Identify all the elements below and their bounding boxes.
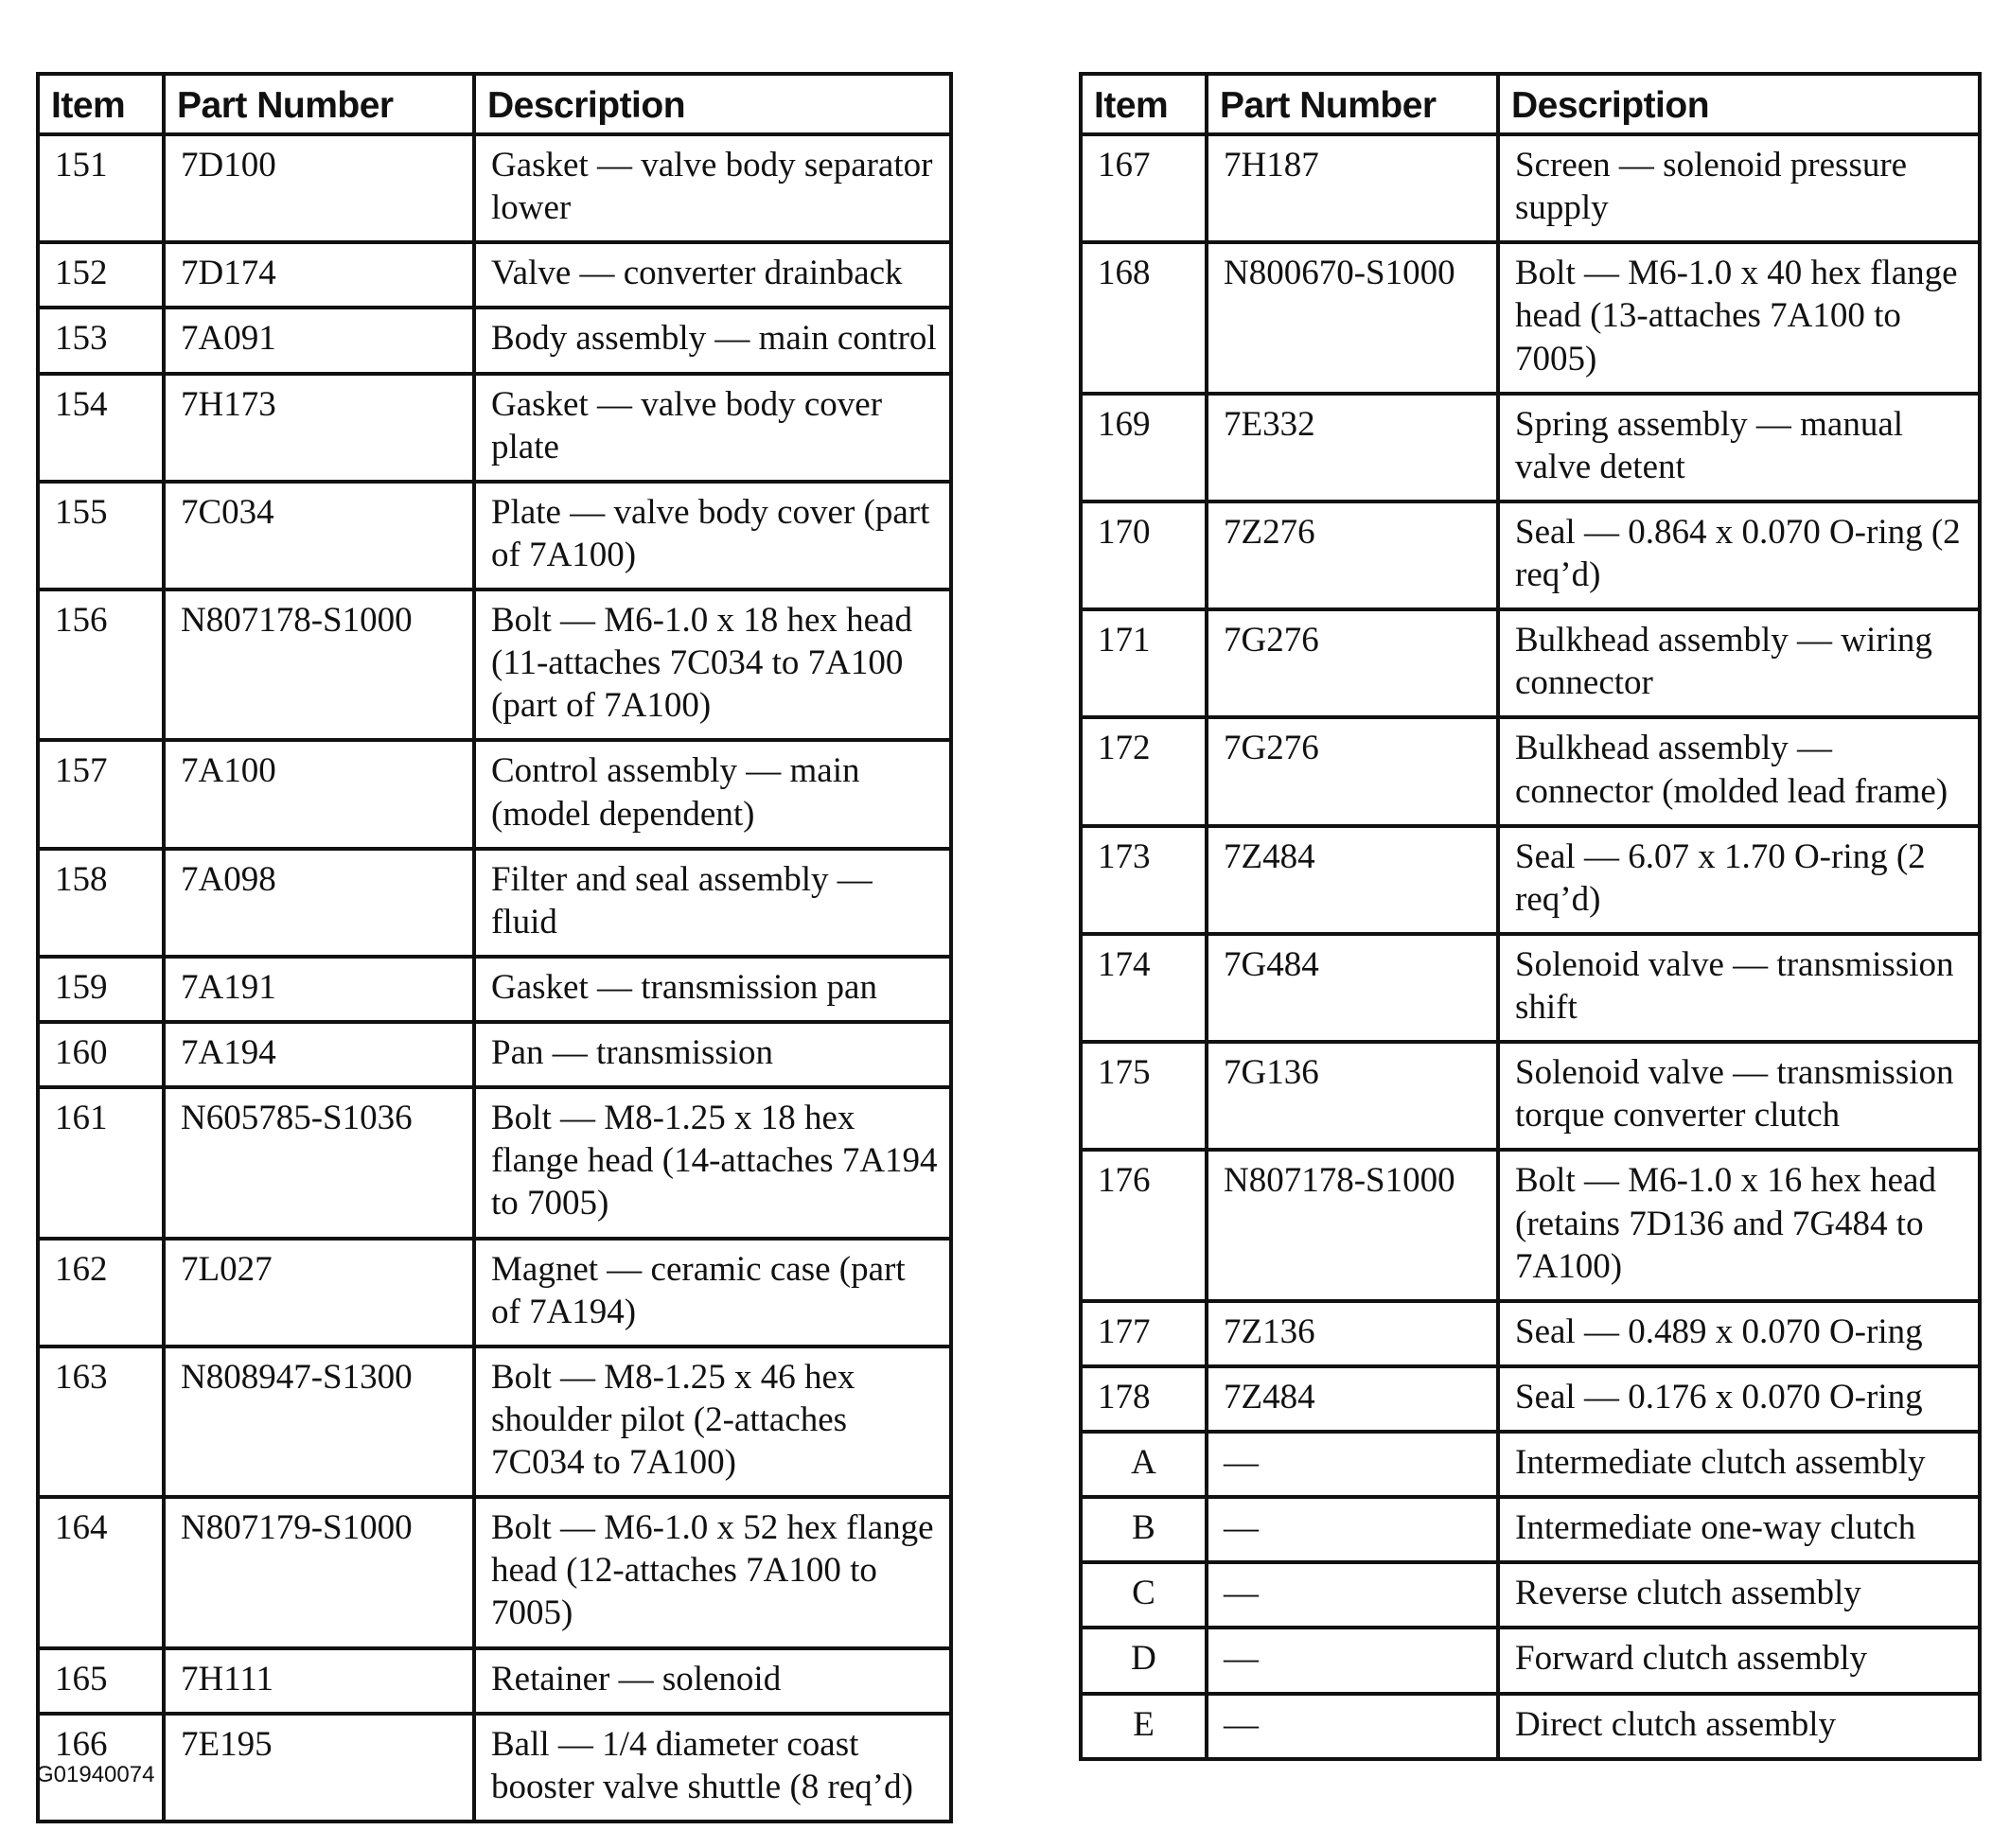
description-cell: Solenoid valve — transmission shift — [1498, 934, 1980, 1042]
description-cell: Bolt — M6-1.0 x 16 hex head (retains 7D136 and 7G484 to 7A100) — [1498, 1150, 1980, 1300]
description-cell: Bulkhead assembly — connector (molded lead frame) — [1498, 717, 1980, 825]
table-row — [1081, 1042, 1980, 1150]
part-number-cell: 7L027 — [164, 1239, 474, 1346]
figure-code: G01940074 — [36, 1762, 155, 1787]
table-row — [38, 1714, 951, 1822]
table-row — [38, 242, 951, 308]
description-cell: Screen — solenoid pressure supply — [1498, 134, 1980, 242]
table-row — [1081, 1628, 1980, 1693]
part-number-cell: — — [1207, 1432, 1498, 1497]
part-number-cell: N807178-S1000 — [1207, 1150, 1498, 1300]
item-cell: 175 — [1081, 1042, 1207, 1150]
item-cell: 159 — [38, 957, 164, 1022]
table-row — [1081, 1150, 1980, 1300]
item-cell: 164 — [38, 1497, 164, 1647]
part-number-cell: 7E195 — [164, 1714, 474, 1822]
table-row — [1081, 934, 1980, 1042]
item-cell: 167 — [1081, 134, 1207, 242]
item-cell: 153 — [38, 308, 164, 373]
description-cell: Bulkhead assembly — wiring connector — [1498, 609, 1980, 717]
part-number-cell: 7H187 — [1207, 134, 1498, 242]
item-cell: 169 — [1081, 394, 1207, 502]
description-cell: Body assembly — main control — [474, 308, 951, 373]
part-number-cell: 7G136 — [1207, 1042, 1498, 1150]
table-row — [38, 134, 951, 242]
description-cell: Seal — 6.07 x 1.70 O-ring (2 req’d) — [1498, 826, 1980, 934]
item-cell: 171 — [1081, 609, 1207, 717]
description-cell: Seal — 0.176 x 0.070 O-ring — [1498, 1366, 1980, 1432]
part-number-cell: 7A191 — [164, 957, 474, 1022]
parts-table-left — [36, 72, 953, 1823]
description-cell: Intermediate clutch assembly — [1498, 1432, 1980, 1497]
table-header-row — [38, 74, 951, 134]
parts-table-right — [1079, 72, 1982, 1761]
part-number-cell: — — [1207, 1562, 1498, 1628]
table-row — [1081, 717, 1980, 825]
item-cell: C — [1081, 1562, 1207, 1628]
description-cell: Magnet — ceramic case (part of 7A194) — [474, 1239, 951, 1346]
table-row — [1081, 394, 1980, 502]
header-item: Item — [38, 74, 164, 134]
part-number-cell: N807179-S1000 — [164, 1497, 474, 1647]
table-row — [38, 1022, 951, 1087]
description-cell: Ball — 1/4 diameter coast booster valve shuttle (8 req’d) — [474, 1714, 951, 1822]
description-cell: Bolt — M8-1.25 x 18 hex flange head (14-attaches 7A194 to 7005) — [474, 1087, 951, 1238]
table-row — [38, 957, 951, 1022]
item-cell: 156 — [38, 590, 164, 740]
item-cell: 162 — [38, 1239, 164, 1346]
item-cell: 168 — [1081, 242, 1207, 393]
item-cell: 152 — [38, 242, 164, 308]
table-row — [38, 590, 951, 740]
description-cell: Intermediate one-way clutch — [1498, 1497, 1980, 1562]
table-row — [38, 1648, 951, 1714]
part-number-cell: N808947-S1300 — [164, 1346, 474, 1497]
part-number-cell: — — [1207, 1497, 1498, 1562]
item-cell: B — [1081, 1497, 1207, 1562]
table-row — [1081, 134, 1980, 242]
item-cell: 154 — [38, 374, 164, 482]
description-cell: Seal — 0.489 x 0.070 O-ring — [1498, 1301, 1980, 1366]
part-number-cell: 7G484 — [1207, 934, 1498, 1042]
description-cell: Gasket — valve body separator lower — [474, 134, 951, 242]
description-cell: Direct clutch assembly — [1498, 1694, 1980, 1759]
item-cell: 173 — [1081, 826, 1207, 934]
description-cell: Bolt — M6-1.0 x 40 hex flange head (13-attaches 7A100 to 7005) — [1498, 242, 1980, 393]
table-header-row — [1081, 74, 1980, 134]
description-cell: Retainer — solenoid — [474, 1648, 951, 1714]
part-number-cell: 7Z484 — [1207, 1366, 1498, 1432]
description-cell: Solenoid valve — transmission torque converter clutch — [1498, 1042, 1980, 1150]
part-number-cell: 7D174 — [164, 242, 474, 308]
part-number-cell: 7E332 — [1207, 394, 1498, 502]
part-number-cell: 7H173 — [164, 374, 474, 482]
item-cell: 166 — [38, 1714, 164, 1822]
part-number-cell: 7G276 — [1207, 717, 1498, 825]
part-number-cell: 7G276 — [1207, 609, 1498, 717]
table-row — [38, 482, 951, 590]
table-row — [1081, 242, 1980, 393]
description-cell: Bolt — M6-1.0 x 52 hex flange head (12-attaches 7A100 to 7005) — [474, 1497, 951, 1647]
description-cell: Gasket — valve body cover plate — [474, 374, 951, 482]
description-cell: Reverse clutch assembly — [1498, 1562, 1980, 1628]
description-cell: Spring assembly — manual valve detent — [1498, 394, 1980, 502]
item-cell: 174 — [1081, 934, 1207, 1042]
part-number-cell: N800670-S1000 — [1207, 242, 1498, 393]
table-row — [38, 1346, 951, 1497]
item-cell: 177 — [1081, 1301, 1207, 1366]
description-cell: Pan — transmission — [474, 1022, 951, 1087]
table-row — [38, 740, 951, 848]
item-cell: 172 — [1081, 717, 1207, 825]
table-row — [1081, 1497, 1980, 1562]
table-row — [1081, 1562, 1980, 1628]
item-cell: 178 — [1081, 1366, 1207, 1432]
item-cell: 170 — [1081, 502, 1207, 609]
item-cell: 157 — [38, 740, 164, 848]
table-row — [1081, 1301, 1980, 1366]
table-row — [38, 308, 951, 373]
part-number-cell: 7A100 — [164, 740, 474, 848]
description-cell: Bolt — M8-1.25 x 46 hex shoulder pilot (2-attaches 7C034 to 7A100) — [474, 1346, 951, 1497]
header-description: Description — [1498, 74, 1980, 134]
item-cell: 160 — [38, 1022, 164, 1087]
description-cell: Control assembly — main (model dependent) — [474, 740, 951, 848]
item-cell: E — [1081, 1694, 1207, 1759]
part-number-cell: 7A098 — [164, 849, 474, 957]
item-cell: 161 — [38, 1087, 164, 1238]
part-number-cell: 7A194 — [164, 1022, 474, 1087]
table-row — [38, 849, 951, 957]
table-row — [1081, 826, 1980, 934]
table-row — [38, 374, 951, 482]
header-part-number: Part Number — [1207, 74, 1498, 134]
table-row — [1081, 1694, 1980, 1759]
description-cell: Gasket — transmission pan — [474, 957, 951, 1022]
part-number-cell: 7Z276 — [1207, 502, 1498, 609]
item-cell: 155 — [38, 482, 164, 590]
description-cell: Bolt — M6-1.0 x 18 hex head (11-attaches 7C034 to 7A100 (part of 7A100) — [474, 590, 951, 740]
part-number-cell: N605785-S1036 — [164, 1087, 474, 1238]
header-description: Description — [474, 74, 951, 134]
item-cell: 176 — [1081, 1150, 1207, 1300]
description-cell: Valve — converter drainback — [474, 242, 951, 308]
part-number-cell: — — [1207, 1628, 1498, 1693]
table-row — [38, 1087, 951, 1238]
description-cell: Seal — 0.864 x 0.070 O-ring (2 req’d) — [1498, 502, 1980, 609]
part-number-cell: 7Z136 — [1207, 1301, 1498, 1366]
table-row — [38, 1239, 951, 1346]
table-row — [1081, 1432, 1980, 1497]
item-cell: D — [1081, 1628, 1207, 1693]
part-number-cell: 7C034 — [164, 482, 474, 590]
item-cell: 151 — [38, 134, 164, 242]
item-cell: 163 — [38, 1346, 164, 1497]
part-number-cell: N807178-S1000 — [164, 590, 474, 740]
item-cell: 165 — [38, 1648, 164, 1714]
table-row — [1081, 502, 1980, 609]
description-cell: Filter and seal assembly — fluid — [474, 849, 951, 957]
part-number-cell: 7H111 — [164, 1648, 474, 1714]
header-item: Item — [1081, 74, 1207, 134]
part-number-cell: 7D100 — [164, 134, 474, 242]
description-cell: Plate — valve body cover (part of 7A100) — [474, 482, 951, 590]
item-cell: A — [1081, 1432, 1207, 1497]
part-number-cell: 7Z484 — [1207, 826, 1498, 934]
table-row — [38, 1497, 951, 1647]
part-number-cell: — — [1207, 1694, 1498, 1759]
item-cell: 158 — [38, 849, 164, 957]
description-cell: Forward clutch assembly — [1498, 1628, 1980, 1693]
table-row — [1081, 609, 1980, 717]
header-part-number: Part Number — [164, 74, 474, 134]
table-row — [1081, 1366, 1980, 1432]
part-number-cell: 7A091 — [164, 308, 474, 373]
